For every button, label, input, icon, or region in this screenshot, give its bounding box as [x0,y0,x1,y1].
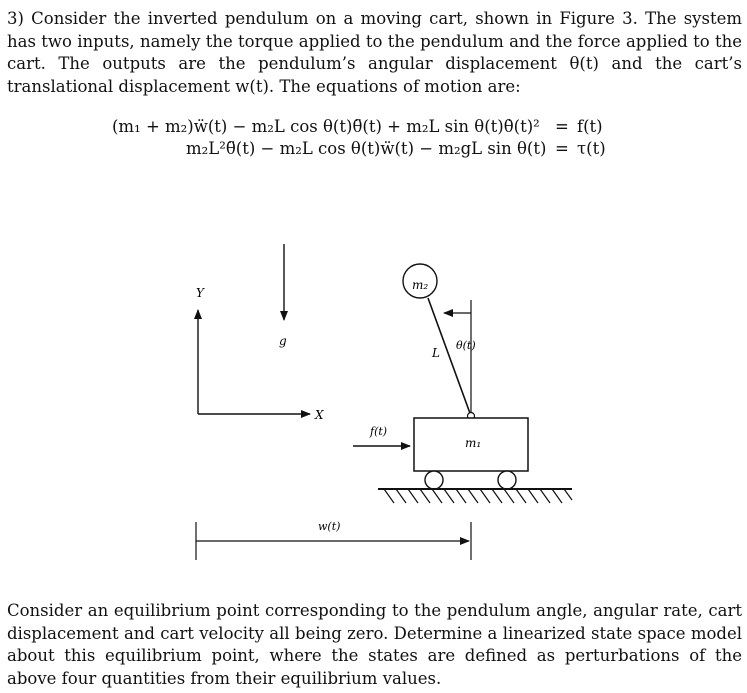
y-axis-label: Y [196,286,204,300]
equation-2-lhs: m₂L²θ̈(t) − m₂L cos θ(t)ẅ(t) − m₂gL sin θ(t) [186,139,547,158]
problem-intro: 3) Consider the inverted pendulum on a moving cart, shown in Figure 3. The system has two inputs, namely the torque applied to the pendulum and the force applied to the cart. The outputs are the pendulum’s angular displacement θ(t) and the cart’s translational displacement w(t). The equations of motion are: [7,9,742,96]
coordinate-axes [196,286,324,422]
pendulum-mass-label: m₂ [412,278,429,292]
pendulum [403,264,476,420]
equation-1-lhs: (m₁ + m₂)ẅ(t) − m₂L cos θ(t)θ̈(t) + m₂L sin θ(t)θ̇(t)² [112,117,540,136]
theta-label: θ(t) [456,339,476,352]
rod-length-label: L [432,346,440,360]
cart [414,418,528,489]
gravity-label: g [279,334,287,348]
gravity-vector [279,244,287,348]
applied-force [353,425,410,446]
problem-task: Consider an equilibrium point corresponding to the pendulum angle, angular rate, cart displacement and cart velocity all being zero. Determine a linearized state space model about this equilibrium point, where the states are defined as perturbations of the above four quantities from their equilibrium values. [7,601,742,688]
cart-wheel-left [425,471,443,489]
equation-1-equals: = [555,117,569,136]
force-label: f(t) [370,425,388,438]
equation-1-rhs: f(t) [577,117,603,136]
equation-2-equals: = [555,139,569,158]
equation-2-rhs: τ(t) [577,139,606,158]
ground-hatching [384,489,572,503]
x-axis-label: X [315,408,324,422]
cart-displacement [196,520,471,560]
cart-wheel-right [498,471,516,489]
ground [378,489,572,503]
displacement-label: w(t) [318,520,341,533]
cart-mass-label: m₁ [465,436,482,450]
